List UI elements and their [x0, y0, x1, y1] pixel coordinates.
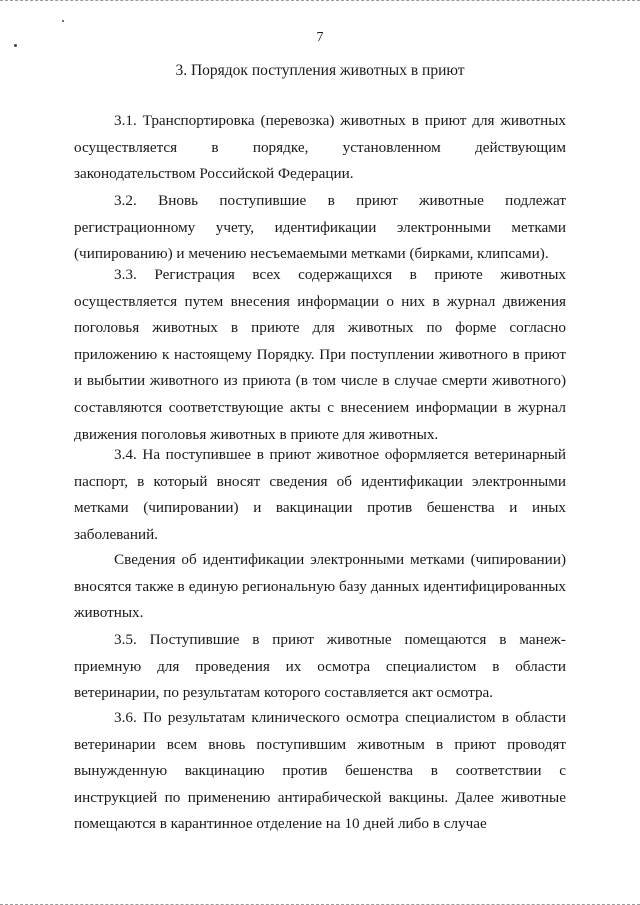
scan-speck [62, 20, 64, 22]
paragraph-3-1: 3.1. Транспортировка (перевозка) животных в приют для животных осуществляется в порядке, установленном действующим законодательством Российской Федерации. [74, 112, 566, 183]
page-number: 7 [316, 30, 324, 45]
scan-edge-top [0, 0, 640, 7]
paragraph-3-4: 3.4. На поступившее в приют животное оформляется ветеринарный паспорт, в который вносят сведения об идентификации электронными метками (чипировании) и вакцинации против бешенства и иных заболеваний. [74, 446, 566, 543]
scan-edge-bottom [0, 898, 640, 905]
paragraph-3-2: 3.2. Вновь поступившие в приют животные подлежат регистрационному учету, идентификации электронными метками (чипированию) и мечению несъемаемыми метками (бирками, клипсами). [74, 192, 566, 263]
paragraph-3-4-continued: Сведения об идентификации электронными метками (чипировании) вносятся также в единую региональную базу данных идентифицированных животных. [74, 551, 566, 622]
paragraph-3-3: 3.3. Регистрация всех содержащихся в приюте животных осуществляется путем внесения информации о них в журнал движения поголовья животных в приюте для животных по форме согласно приложению к настоящему Порядку. При поступлении животного в приют и выбытии животного из приюта (в том числе в случае смерти животного) составляются соответствующие акты с внесением информации в журнал движения поголовья животных в приюте для животных. [74, 266, 566, 443]
paragraph-3-5: 3.5. Поступившие в приют животные помещаются в манеж-приемную для проведения их осмотра специалистом в области ветеринарии, по результатам которого составляется акт осмотра. [74, 631, 566, 702]
section-title: 3. Порядок поступления животных в приют [175, 62, 465, 79]
paragraph-3-6: 3.6. По результатам клинического осмотра специалистом в области ветеринарии всем вновь поступившим животным в приют проводят вынужденную вакцинацию против бешенства в соответствии с инструкцией по применению антирабической вакцины. Далее животные помещаются в карантинное отделение на 10 дней либо в случае [74, 709, 566, 833]
